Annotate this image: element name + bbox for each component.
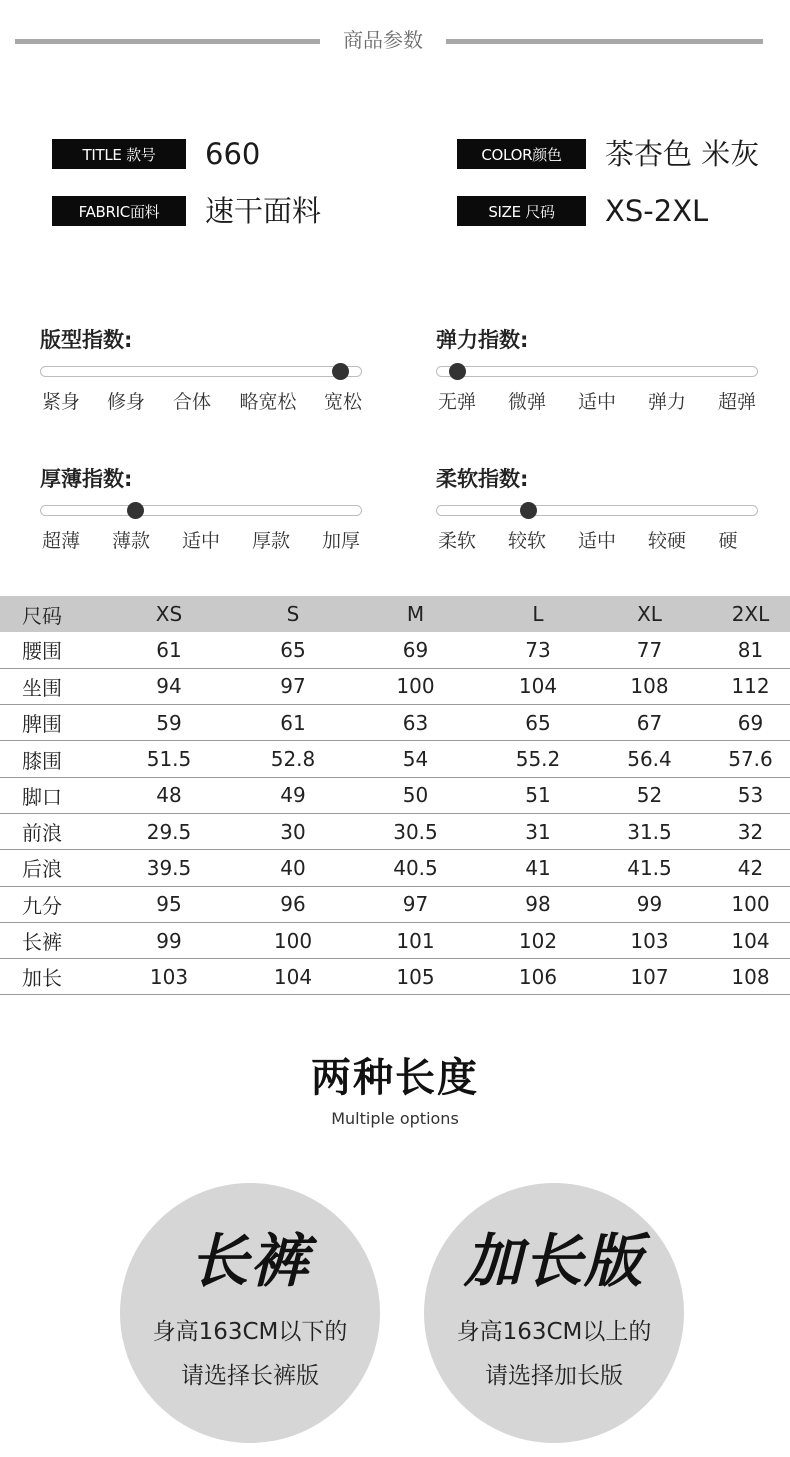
table-header-cell: M (343, 596, 488, 632)
table-cell: 97 (343, 886, 488, 922)
table-cell: 104 (488, 668, 588, 704)
thickness-index-title: 厚薄指数: (40, 467, 133, 491)
table-cell: 67 (588, 705, 711, 741)
table-row (0, 777, 790, 813)
table-cell: 30.5 (343, 813, 488, 849)
regular-length-height: 身高163CM以下的 (152, 1319, 348, 1345)
table-cell: 69 (343, 632, 488, 668)
table-cell: 41 (488, 850, 588, 886)
table-cell: 55.2 (488, 741, 588, 777)
table-cell: 104 (243, 959, 343, 995)
softness-index (436, 465, 761, 565)
table-cell: 95 (95, 886, 243, 922)
spec-title-value: 660 (205, 137, 261, 171)
thickness-option: 薄款 (111, 530, 151, 552)
fit-option: 合体 (172, 391, 212, 413)
thickness-option: 超薄 (41, 530, 81, 552)
long-length-option (424, 1183, 684, 1443)
size-table (0, 596, 790, 995)
fit-option: 修身 (106, 391, 146, 413)
table-cell: 40.5 (343, 850, 488, 886)
thickness-index-knob (127, 502, 144, 519)
table-row (0, 705, 790, 741)
elasticity-option: 弹力 (647, 391, 687, 413)
table-cell: 101 (343, 922, 488, 958)
table-cell: 105 (343, 959, 488, 995)
regular-length-name: 长裤 (189, 1227, 310, 1295)
spec-color (457, 136, 759, 172)
fit-index-title: 版型指数: (40, 328, 133, 352)
table-row (0, 741, 790, 777)
table-header-cell: 尺码 (0, 596, 95, 632)
table-cell: 103 (95, 959, 243, 995)
table-cell: 107 (588, 959, 711, 995)
elasticity-option: 无弹 (437, 391, 477, 413)
table-cell: 48 (95, 777, 243, 813)
table-cell: 40 (243, 850, 343, 886)
table-row (0, 813, 790, 849)
table-cell: 31.5 (588, 813, 711, 849)
softness-option: 硬 (718, 530, 738, 552)
table-cell: 99 (588, 886, 711, 922)
table-header-cell: XL (588, 596, 711, 632)
row-label: 前浪 (0, 813, 95, 849)
table-cell: 112 (711, 668, 790, 704)
spec-color-tag: COLOR颜色 (457, 139, 586, 169)
row-label: 长裤 (0, 922, 95, 958)
spec-size-tag: SIZE 尺码 (457, 196, 586, 226)
thickness-index (40, 465, 365, 565)
table-header-cell: XS (95, 596, 243, 632)
table-cell: 52.8 (243, 741, 343, 777)
lengths-subtitle: Multiple options (331, 1109, 459, 1128)
table-cell: 96 (243, 886, 343, 922)
thickness-index-track (40, 505, 362, 516)
table-cell: 49 (243, 777, 343, 813)
row-label: 后浪 (0, 850, 95, 886)
table-cell: 41.5 (588, 850, 711, 886)
table-header-row (0, 596, 790, 632)
table-cell: 69 (711, 705, 790, 741)
row-label: 脾围 (0, 705, 95, 741)
table-cell: 100 (343, 668, 488, 704)
table-cell: 77 (588, 632, 711, 668)
fit-option: 紧身 (41, 391, 81, 413)
table-header-cell: L (488, 596, 588, 632)
spec-size (457, 193, 708, 229)
table-header-cell: 2XL (711, 596, 790, 632)
elasticity-index-knob (449, 363, 466, 380)
table-cell: 42 (711, 850, 790, 886)
table-cell: 103 (588, 922, 711, 958)
header-divider-right (446, 39, 763, 44)
softness-option: 适中 (577, 530, 617, 552)
fit-option: 宽松 (323, 391, 363, 413)
table-cell: 50 (343, 777, 488, 813)
spec-title-tag: TITLE 款号 (52, 139, 186, 169)
table-cell: 31 (488, 813, 588, 849)
softness-index-track (436, 505, 758, 516)
table-row (0, 850, 790, 886)
table-row (0, 632, 790, 668)
elasticity-index (436, 326, 761, 426)
table-row (0, 668, 790, 704)
softness-index-title: 柔软指数: (436, 467, 529, 491)
spec-size-value: XS-2XL (605, 194, 709, 228)
elasticity-index-track (436, 366, 758, 377)
table-cell: 65 (243, 632, 343, 668)
table-cell: 65 (488, 705, 588, 741)
table-cell: 56.4 (588, 741, 711, 777)
table-cell: 99 (95, 922, 243, 958)
header-divider-left (15, 39, 320, 44)
table-header-cell: S (243, 596, 343, 632)
table-row (0, 959, 790, 995)
elasticity-option: 微弹 (507, 391, 547, 413)
table-cell: 63 (343, 705, 488, 741)
table-cell: 59 (95, 705, 243, 741)
table-cell: 54 (343, 741, 488, 777)
table-cell: 94 (95, 668, 243, 704)
table-cell: 39.5 (95, 850, 243, 886)
table-cell: 52 (588, 777, 711, 813)
spec-fabric (52, 193, 321, 229)
elasticity-option: 适中 (577, 391, 617, 413)
table-cell: 53 (711, 777, 790, 813)
spec-fabric-tag: FABRIC面料 (52, 196, 186, 226)
table-cell: 102 (488, 922, 588, 958)
table-cell: 108 (711, 959, 790, 995)
table-cell: 51 (488, 777, 588, 813)
softness-option: 较软 (507, 530, 547, 552)
thickness-option: 厚款 (251, 530, 291, 552)
table-cell: 61 (243, 705, 343, 741)
table-cell: 57.6 (711, 741, 790, 777)
fit-option: 略宽松 (239, 391, 297, 413)
table-cell: 100 (243, 922, 343, 958)
row-label: 膝围 (0, 741, 95, 777)
thickness-option: 适中 (181, 530, 221, 552)
fit-index-knob (332, 363, 349, 380)
long-length-height: 身高163CM以上的 (456, 1319, 652, 1345)
table-row (0, 922, 790, 958)
table-cell: 61 (95, 632, 243, 668)
spec-color-value: 茶杏色 米灰 (605, 137, 760, 171)
elasticity-option: 超弹 (717, 391, 757, 413)
table-cell: 73 (488, 632, 588, 668)
table-cell: 30 (243, 813, 343, 849)
fit-index (40, 326, 365, 426)
fit-index-track (40, 366, 362, 377)
softness-option: 柔软 (437, 530, 477, 552)
table-cell: 104 (711, 922, 790, 958)
table-cell: 81 (711, 632, 790, 668)
softness-option: 较硬 (647, 530, 687, 552)
row-label: 坐围 (0, 668, 95, 704)
section-title: 商品参数 (343, 28, 423, 52)
spec-title (52, 136, 260, 172)
table-row (0, 886, 790, 922)
thickness-option: 加厚 (321, 530, 361, 552)
lengths-title: 两种长度 (311, 1055, 479, 1101)
long-length-advice: 请选择加长版 (485, 1363, 623, 1389)
row-label: 加长 (0, 959, 95, 995)
table-cell: 98 (488, 886, 588, 922)
table-cell: 32 (711, 813, 790, 849)
elasticity-index-title: 弹力指数: (436, 328, 529, 352)
table-cell: 100 (711, 886, 790, 922)
spec-fabric-value: 速干面料 (205, 194, 322, 228)
regular-length-advice: 请选择长裤版 (181, 1363, 319, 1389)
table-cell: 97 (243, 668, 343, 704)
row-label: 腰围 (0, 632, 95, 668)
table-cell: 108 (588, 668, 711, 704)
softness-index-knob (520, 502, 537, 519)
row-label: 脚口 (0, 777, 95, 813)
table-cell: 29.5 (95, 813, 243, 849)
table-cell: 51.5 (95, 741, 243, 777)
table-cell: 106 (488, 959, 588, 995)
row-label: 九分 (0, 886, 95, 922)
regular-length-option (120, 1183, 380, 1443)
long-length-name: 加长版 (463, 1227, 644, 1295)
